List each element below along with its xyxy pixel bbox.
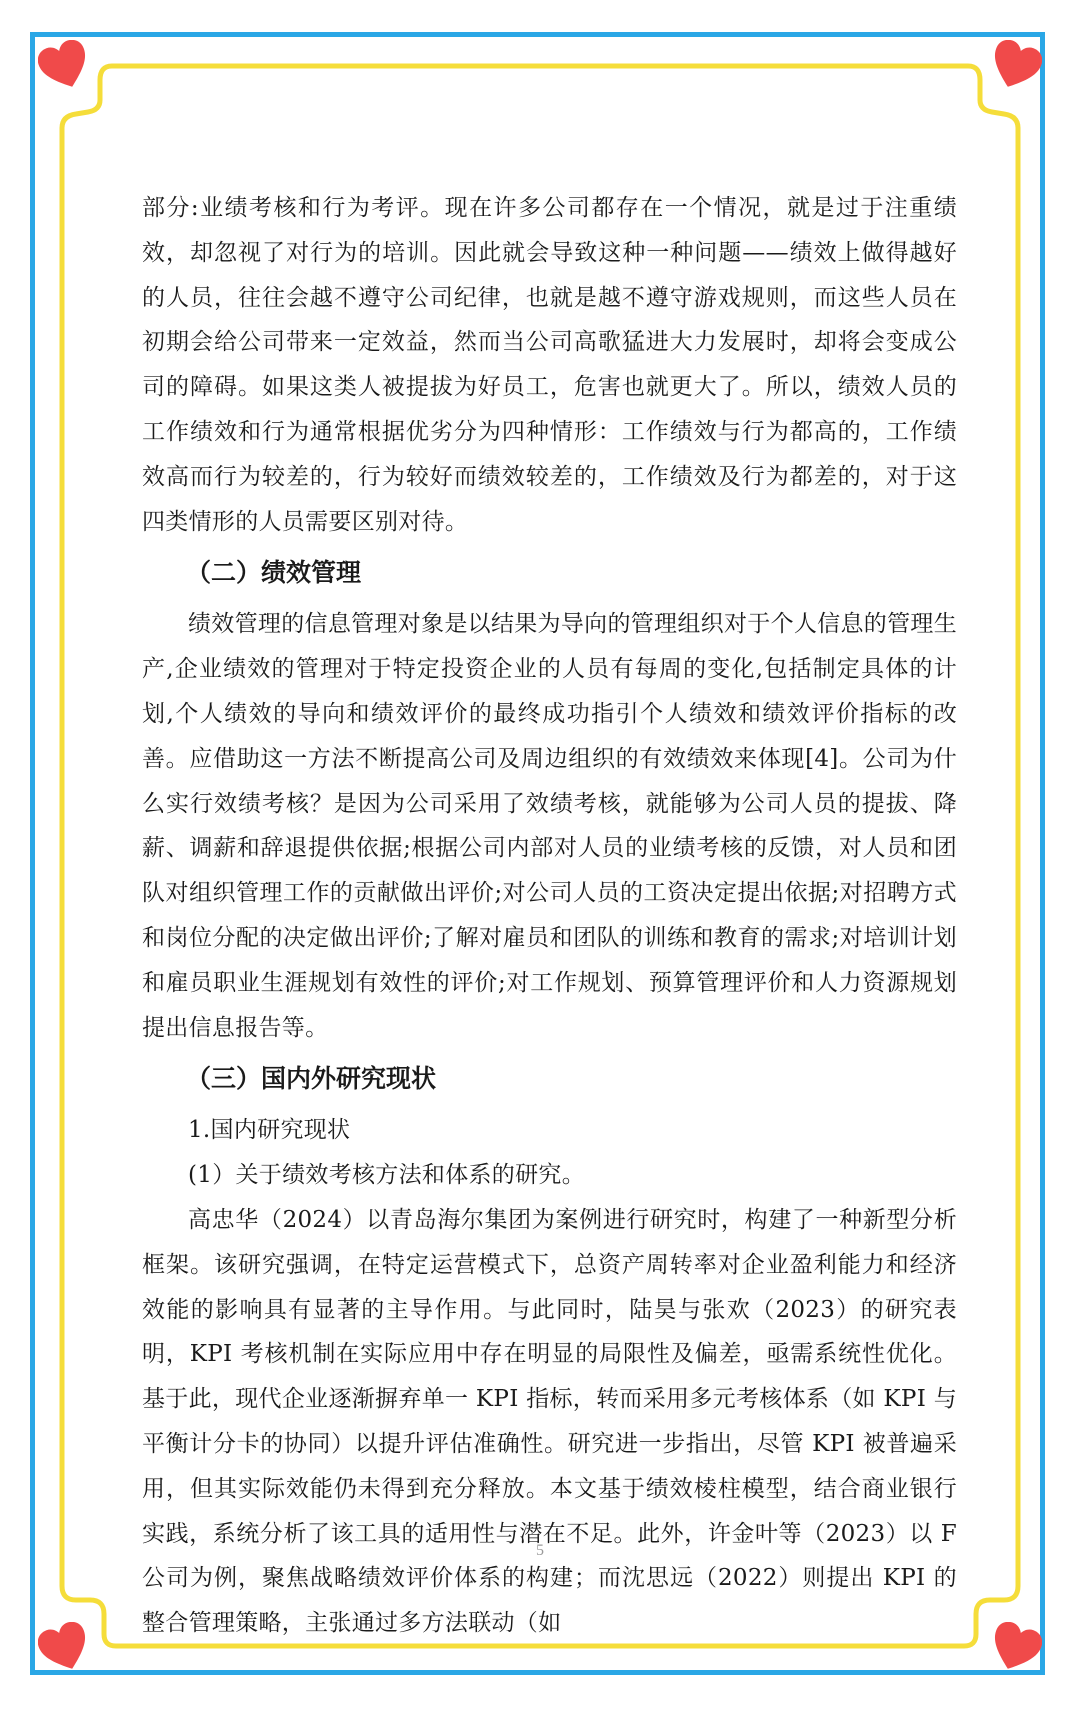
page-number: 5 <box>536 1542 544 1559</box>
heart-icon-top-left <box>38 40 92 94</box>
subheading-domestic-research: 1.国内研究现状 <box>188 1117 351 1144</box>
heart-icon-bottom-right <box>988 1622 1042 1676</box>
heart-icon-top-right <box>988 40 1042 94</box>
subheading-methods-and-systems: (1）关于绩效考核方法和体系的研究。 <box>188 1162 586 1189</box>
heading-performance-management: （二）绩效管理 <box>186 558 362 588</box>
document-body <box>142 186 957 1646</box>
heading-research-status: （三）国内外研究现状 <box>186 1064 437 1094</box>
paragraph-performance-management: 绩效管理的信息管理对象是以结果为导向的管理组织对于个人信息的管理生产,企业绩效的管理对于特定投资企业的人员有每周的变化,包括制定具体的计划,个人绩效的导向和绩效评价的最终成功指引个人绩效和绩效评价指标的改善。应借助这一方法不断提高公司及周边组织的有效绩效来体现[4]。公司为什么实行效绩考核？是因为公司采用了效绩考核，就能够为公司人员的提拔、降薪、调薪和辞退提供依据;根据公司内部对人员的业绩考核的反馈，对人员和团队对组织管理工作的贡献做出评价;对公司人员的工资决定提出依据;对招聘方式和岗位分配的决定做出评价;了解对雇员和团队的训练和教育的需求;对培训计划和雇员职业生涯规划有效性的评价;对工作规划、预算管理评价和人力资源规划提出信息报告等。 <box>142 611 957 1041</box>
paragraph-performance-behavior: 部分:业绩考核和行为考评。现在许多公司都存在一个情况，就是过于注重绩效，却忽视了对行为的培训。因此就会导致这种一种问题——绩效上做得越好的人员，往往会越不遵守公司纪律，也就是越不遵守游戏规则，而这些人员在初期会给公司带来一定效益，然而当公司高歌猛进大力发展时，却将会变成公司的障碍。如果这类人被提拔为好员工，危害也就更大了。所以，绩效人员的工作绩效和行为通常根据优劣分为四种情形：工作绩效与行为都高的，工作绩效高而行为较差的，行为较好而绩效较差的，工作绩效及行为都差的，对于这四类情形的人员需要区别对待。 <box>142 195 957 535</box>
heart-icon-bottom-left <box>38 1622 92 1676</box>
paragraph-literature-review: 高忠华（2024）以青岛海尔集团为案例进行研究时，构建了一种新型分析框架。该研究强调，在特定运营模式下，总资产周转率对企业盈利能力和经济效能的影响具有显著的主导作用。与此同时，陆昊与张欢（2023）的研究表明，KPI 考核机制在实际应用中存在明显的局限性及偏差，亟需系统性优化。基于此，现代企业逐渐摒弃单一 KPI 指标，转而采用多元考核体系（如 KPI 与平衡计分卡的协同）以提升评估准确性。研究进一步指出，尽管 KPI 被普遍采用，但其实际效能仍未得到充分释放。本文基于绩效棱柱模型，结合商业银行实践，系统分析了该工具的适用性与潜在不足。此外，许金叶等（2023）以 F 公司为例，聚焦战略绩效评价体系的构建；而沈思远（2022）则提出 KPI 的整合管理策略，主张通过多方法联动（如 <box>142 1206 957 1637</box>
